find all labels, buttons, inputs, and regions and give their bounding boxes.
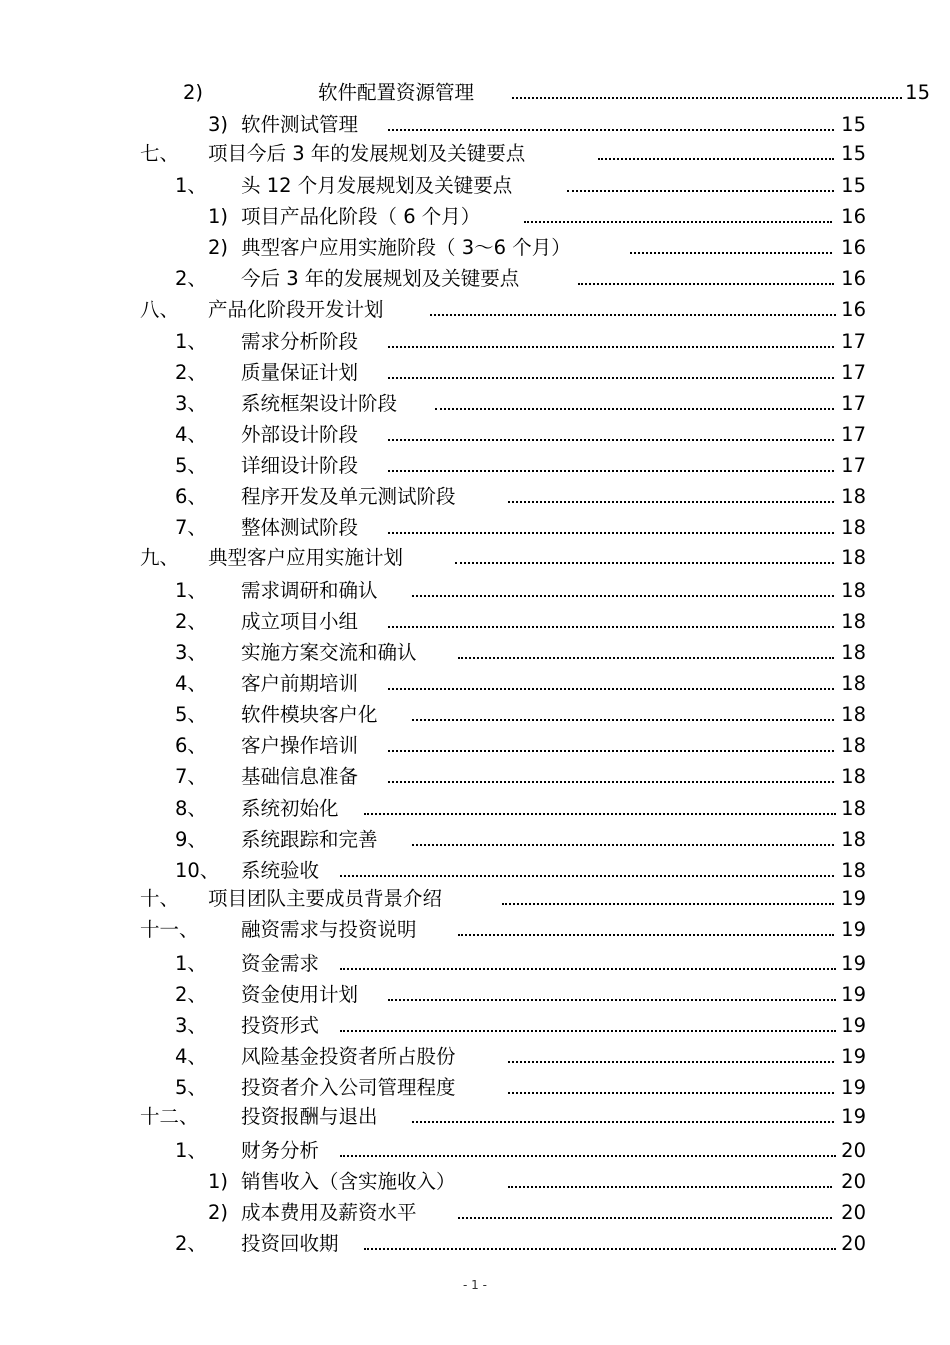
toc-entry-title: 软件测试管理 <box>241 113 359 136</box>
toc-entry-page: 18 <box>841 641 866 664</box>
toc-dot-leader <box>435 408 834 410</box>
toc-entry-page: 18 <box>841 797 866 820</box>
toc-entry[interactable] <box>0 638 950 668</box>
toc-entry-title: 成本费用及薪资水平 <box>241 1201 417 1224</box>
toc-entry-title: 实施方案交流和确认 <box>241 641 417 664</box>
toc-dot-leader <box>388 377 834 379</box>
toc-dot-leader <box>412 1121 834 1123</box>
toc-dot-leader <box>458 1217 832 1219</box>
toc-dot-leader <box>364 813 836 815</box>
toc-entry-number: 2、 <box>175 983 207 1006</box>
toc-dot-leader <box>388 532 834 534</box>
toc-entry-title: 头 12 个月发展规划及关键要点 <box>241 174 513 197</box>
toc-dot-leader <box>340 1030 836 1032</box>
toc-entry[interactable] <box>0 482 950 512</box>
toc-entry-page: 18 <box>841 703 866 726</box>
toc-entry-title: 程序开发及单元测试阶段 <box>241 485 456 508</box>
toc-dot-leader <box>630 252 832 254</box>
toc-dot-leader <box>388 626 834 628</box>
toc-entry[interactable] <box>0 1073 950 1103</box>
toc-entry-number: 5、 <box>175 454 207 477</box>
toc-entry-title: 客户操作培训 <box>241 734 359 757</box>
toc-entry[interactable] <box>0 1229 950 1259</box>
toc-entry-page: 18 <box>841 516 866 539</box>
toc-entry[interactable] <box>0 794 950 824</box>
toc-entry-title: 今后 3 年的发展规划及关键要点 <box>241 267 520 290</box>
toc-entry-title: 系统框架设计阶段 <box>241 392 398 415</box>
toc-entry-page: 15 <box>841 174 866 197</box>
toc-entry[interactable] <box>0 669 950 699</box>
toc-entry-title: 投资报酬与退出 <box>241 1105 378 1128</box>
toc-entry-number: 七、 <box>140 142 180 165</box>
toc-entry-title: 典型客户应用实施计划 <box>208 546 404 569</box>
toc-entry-number: 3) <box>208 113 229 136</box>
toc-entry-page: 18 <box>841 546 866 569</box>
toc-entry-title: 整体测试阶段 <box>241 516 359 539</box>
toc-entry[interactable] <box>0 295 950 325</box>
toc-dot-leader <box>512 97 902 99</box>
toc-entry-page: 19 <box>841 887 866 910</box>
toc-entry-title: 财务分析 <box>241 1139 320 1162</box>
toc-entry[interactable] <box>0 949 950 979</box>
toc-entry-number: 9、 <box>175 828 207 851</box>
toc-dot-leader <box>388 470 834 472</box>
toc-entry-number: 十二、 <box>140 1105 199 1128</box>
toc-dot-leader <box>340 875 834 877</box>
toc-entry[interactable] <box>0 78 950 108</box>
toc-entry-page: 17 <box>841 454 866 477</box>
toc-entry-title: 外部设计阶段 <box>241 423 359 446</box>
toc-dot-leader <box>388 439 834 441</box>
toc-entry-number: 1、 <box>175 174 207 197</box>
toc-entry[interactable] <box>0 451 950 481</box>
toc-entry-title: 系统初始化 <box>241 797 339 820</box>
toc-entry[interactable] <box>0 980 950 1010</box>
toc-entry[interactable] <box>0 1136 950 1166</box>
toc-entry[interactable] <box>0 202 950 232</box>
toc-entry-number: 3、 <box>175 392 207 415</box>
toc-entry-number: 十、 <box>140 887 180 910</box>
toc-entry[interactable] <box>0 1042 950 1072</box>
toc-entry-number: 10、 <box>175 859 220 882</box>
toc-entry-title: 系统验收 <box>241 859 320 882</box>
toc-entry-number: 7、 <box>175 765 207 788</box>
toc-entry-title: 资金使用计划 <box>241 983 359 1006</box>
toc-entry-page: 19 <box>841 1014 866 1037</box>
toc-entry-number: 8、 <box>175 797 207 820</box>
toc-entry-number: 4、 <box>175 423 207 446</box>
toc-dot-leader <box>388 688 834 690</box>
toc-entry-title: 投资者介入公司管理程度 <box>241 1076 456 1099</box>
toc-entry-title: 系统跟踪和完善 <box>241 828 378 851</box>
toc-entry-title: 投资回收期 <box>241 1232 339 1255</box>
toc-entry-title: 客户前期培训 <box>241 672 359 695</box>
toc-entry-number: 5、 <box>175 1076 207 1099</box>
toc-entry[interactable] <box>0 700 950 730</box>
toc-entry-page: 19 <box>841 983 866 1006</box>
toc-entry[interactable] <box>0 513 950 543</box>
toc-entry-page: 18 <box>841 734 866 757</box>
toc-entry-number: 7、 <box>175 516 207 539</box>
toc-entry-page: 20 <box>841 1170 866 1193</box>
toc-dot-leader <box>508 1061 834 1063</box>
toc-dot-leader <box>458 657 834 659</box>
toc-entry-title: 质量保证计划 <box>241 361 359 384</box>
toc-entry-number: 6、 <box>175 734 207 757</box>
toc-entry-title: 成立项目小组 <box>241 610 359 633</box>
toc-entry-page: 19 <box>841 1076 866 1099</box>
toc-entry[interactable] <box>0 389 950 419</box>
toc-entry-number: 2、 <box>175 267 207 290</box>
toc-entry[interactable] <box>0 884 950 914</box>
toc-entry-title: 需求分析阶段 <box>241 330 359 353</box>
toc-entry-page: 19 <box>841 918 866 941</box>
toc-dot-leader <box>412 844 834 846</box>
toc-entry-number: 1、 <box>175 579 207 602</box>
toc-entry-title: 需求调研和确认 <box>241 579 378 602</box>
toc-entry[interactable] <box>0 825 950 855</box>
toc-entry[interactable] <box>0 420 950 450</box>
toc-entry-title: 项目团队主要成员背景介绍 <box>208 887 443 910</box>
toc-entry-number: 3、 <box>175 1014 207 1037</box>
toc-dot-leader <box>455 562 834 564</box>
toc-dot-leader <box>508 1092 834 1094</box>
toc-entry[interactable] <box>0 1011 950 1041</box>
toc-entry-page: 18 <box>841 765 866 788</box>
toc-entry-number: 2、 <box>175 361 207 384</box>
toc-entry-title: 融资需求与投资说明 <box>241 918 417 941</box>
toc-dot-leader <box>340 1155 836 1157</box>
toc-dot-leader <box>508 1186 832 1188</box>
toc-entry-number: 6、 <box>175 485 207 508</box>
toc-entry-title: 销售收入（含实施收入） <box>241 1170 456 1193</box>
toc-entry-number: 5、 <box>175 703 207 726</box>
toc-dot-leader <box>508 501 834 503</box>
toc-entry-number: 2) <box>183 81 204 104</box>
toc-entry-title: 典型客户应用实施阶段（ 3～6 个月） <box>241 236 571 259</box>
toc-entry-page: 18 <box>841 859 866 882</box>
toc-entry-title: 基础信息准备 <box>241 765 359 788</box>
toc-entry[interactable] <box>0 915 950 945</box>
toc-entry-number: 1、 <box>175 952 207 975</box>
toc-entry[interactable] <box>0 543 950 573</box>
toc-entry-number: 2) <box>208 236 229 259</box>
toc-entry-page: 16 <box>841 205 866 228</box>
toc-entry-title: 软件配置资源管理 <box>318 81 475 104</box>
toc-dot-leader <box>388 999 836 1001</box>
toc-entry-page: 15 <box>905 81 930 104</box>
toc-dot-leader <box>412 595 834 597</box>
toc-entry-page: 19 <box>841 1105 866 1128</box>
toc-entry-number: 1) <box>208 205 229 228</box>
toc-entry-title: 项目今后 3 年的发展规划及关键要点 <box>208 142 526 165</box>
toc-entry[interactable] <box>0 1102 950 1132</box>
toc-entry-page: 18 <box>841 579 866 602</box>
toc-dot-leader <box>388 750 834 752</box>
toc-dot-leader <box>567 190 834 192</box>
toc-entry-number: 1、 <box>175 330 207 353</box>
toc-entry-page: 17 <box>841 392 866 415</box>
toc-entry-page: 17 <box>841 330 866 353</box>
toc-entry-page: 18 <box>841 485 866 508</box>
toc-entry-number: 1、 <box>175 1139 207 1162</box>
toc-entry[interactable] <box>0 233 950 263</box>
toc-entry-page: 20 <box>841 1232 866 1255</box>
toc-dot-leader <box>412 719 834 721</box>
toc-dot-leader <box>388 129 834 131</box>
toc-dot-leader <box>388 346 834 348</box>
toc-dot-leader <box>598 158 834 160</box>
toc-entry-page: 17 <box>841 423 866 446</box>
toc-entry[interactable] <box>0 576 950 606</box>
toc-entry-page: 19 <box>841 952 866 975</box>
toc-dot-leader <box>458 934 834 936</box>
toc-entry[interactable] <box>0 856 950 886</box>
toc-entry-page: 15 <box>841 142 866 165</box>
toc-dot-leader <box>578 283 834 285</box>
toc-dot-leader <box>502 903 834 905</box>
toc-entry-number: 1) <box>208 1170 229 1193</box>
toc-entry-title: 软件模块客户化 <box>241 703 378 726</box>
toc-entry[interactable] <box>0 139 950 169</box>
toc-dot-leader <box>364 1248 836 1250</box>
toc-entry-page: 16 <box>841 236 866 259</box>
toc-entry[interactable] <box>0 358 950 388</box>
toc-entry-number: 九、 <box>140 546 180 569</box>
toc-entry[interactable] <box>0 1167 950 1197</box>
toc-entry-number: 4、 <box>175 672 207 695</box>
page-number: - 1 - <box>463 1278 487 1292</box>
toc-entry[interactable] <box>0 264 950 294</box>
toc-entry[interactable] <box>0 1198 950 1228</box>
toc-entry-title: 投资形式 <box>241 1014 320 1037</box>
toc-entry-title: 项目产品化阶段（ 6 个月） <box>241 205 481 228</box>
toc-entry-number: 3、 <box>175 641 207 664</box>
toc-entry-title: 详细设计阶段 <box>241 454 359 477</box>
toc-entry-page: 20 <box>841 1139 866 1162</box>
toc-entry-page: 19 <box>841 1045 866 1068</box>
toc-entry-number: 2、 <box>175 1232 207 1255</box>
toc-entry-number: 2) <box>208 1201 229 1224</box>
toc-dot-leader <box>430 314 836 316</box>
toc-entry[interactable] <box>0 762 950 792</box>
toc-entry-title: 产品化阶段开发计划 <box>208 298 384 321</box>
toc-entry[interactable] <box>0 171 950 201</box>
toc-entry-number: 十一、 <box>140 918 199 941</box>
toc-entry[interactable] <box>0 327 950 357</box>
toc-entry-page: 17 <box>841 361 866 384</box>
toc-entry-number: 八、 <box>140 298 180 321</box>
toc-dot-leader <box>340 968 836 970</box>
toc-entry-page: 18 <box>841 828 866 851</box>
toc-dot-leader <box>388 781 834 783</box>
toc-entry-number: 4、 <box>175 1045 207 1068</box>
toc-entry-number: 2、 <box>175 610 207 633</box>
toc-entry-page: 18 <box>841 672 866 695</box>
toc-entry-page: 20 <box>841 1201 866 1224</box>
toc-entry-page: 15 <box>841 113 866 136</box>
toc-entry[interactable] <box>0 607 950 637</box>
toc-dot-leader <box>524 221 832 223</box>
toc-entry-page: 16 <box>841 267 866 290</box>
toc-entry[interactable] <box>0 110 950 140</box>
toc-entry-page: 18 <box>841 610 866 633</box>
toc-entry[interactable] <box>0 731 950 761</box>
toc-entry-title: 资金需求 <box>241 952 320 975</box>
toc-entry-page: 16 <box>841 298 866 321</box>
toc-entry-title: 风险基金投资者所占股份 <box>241 1045 456 1068</box>
